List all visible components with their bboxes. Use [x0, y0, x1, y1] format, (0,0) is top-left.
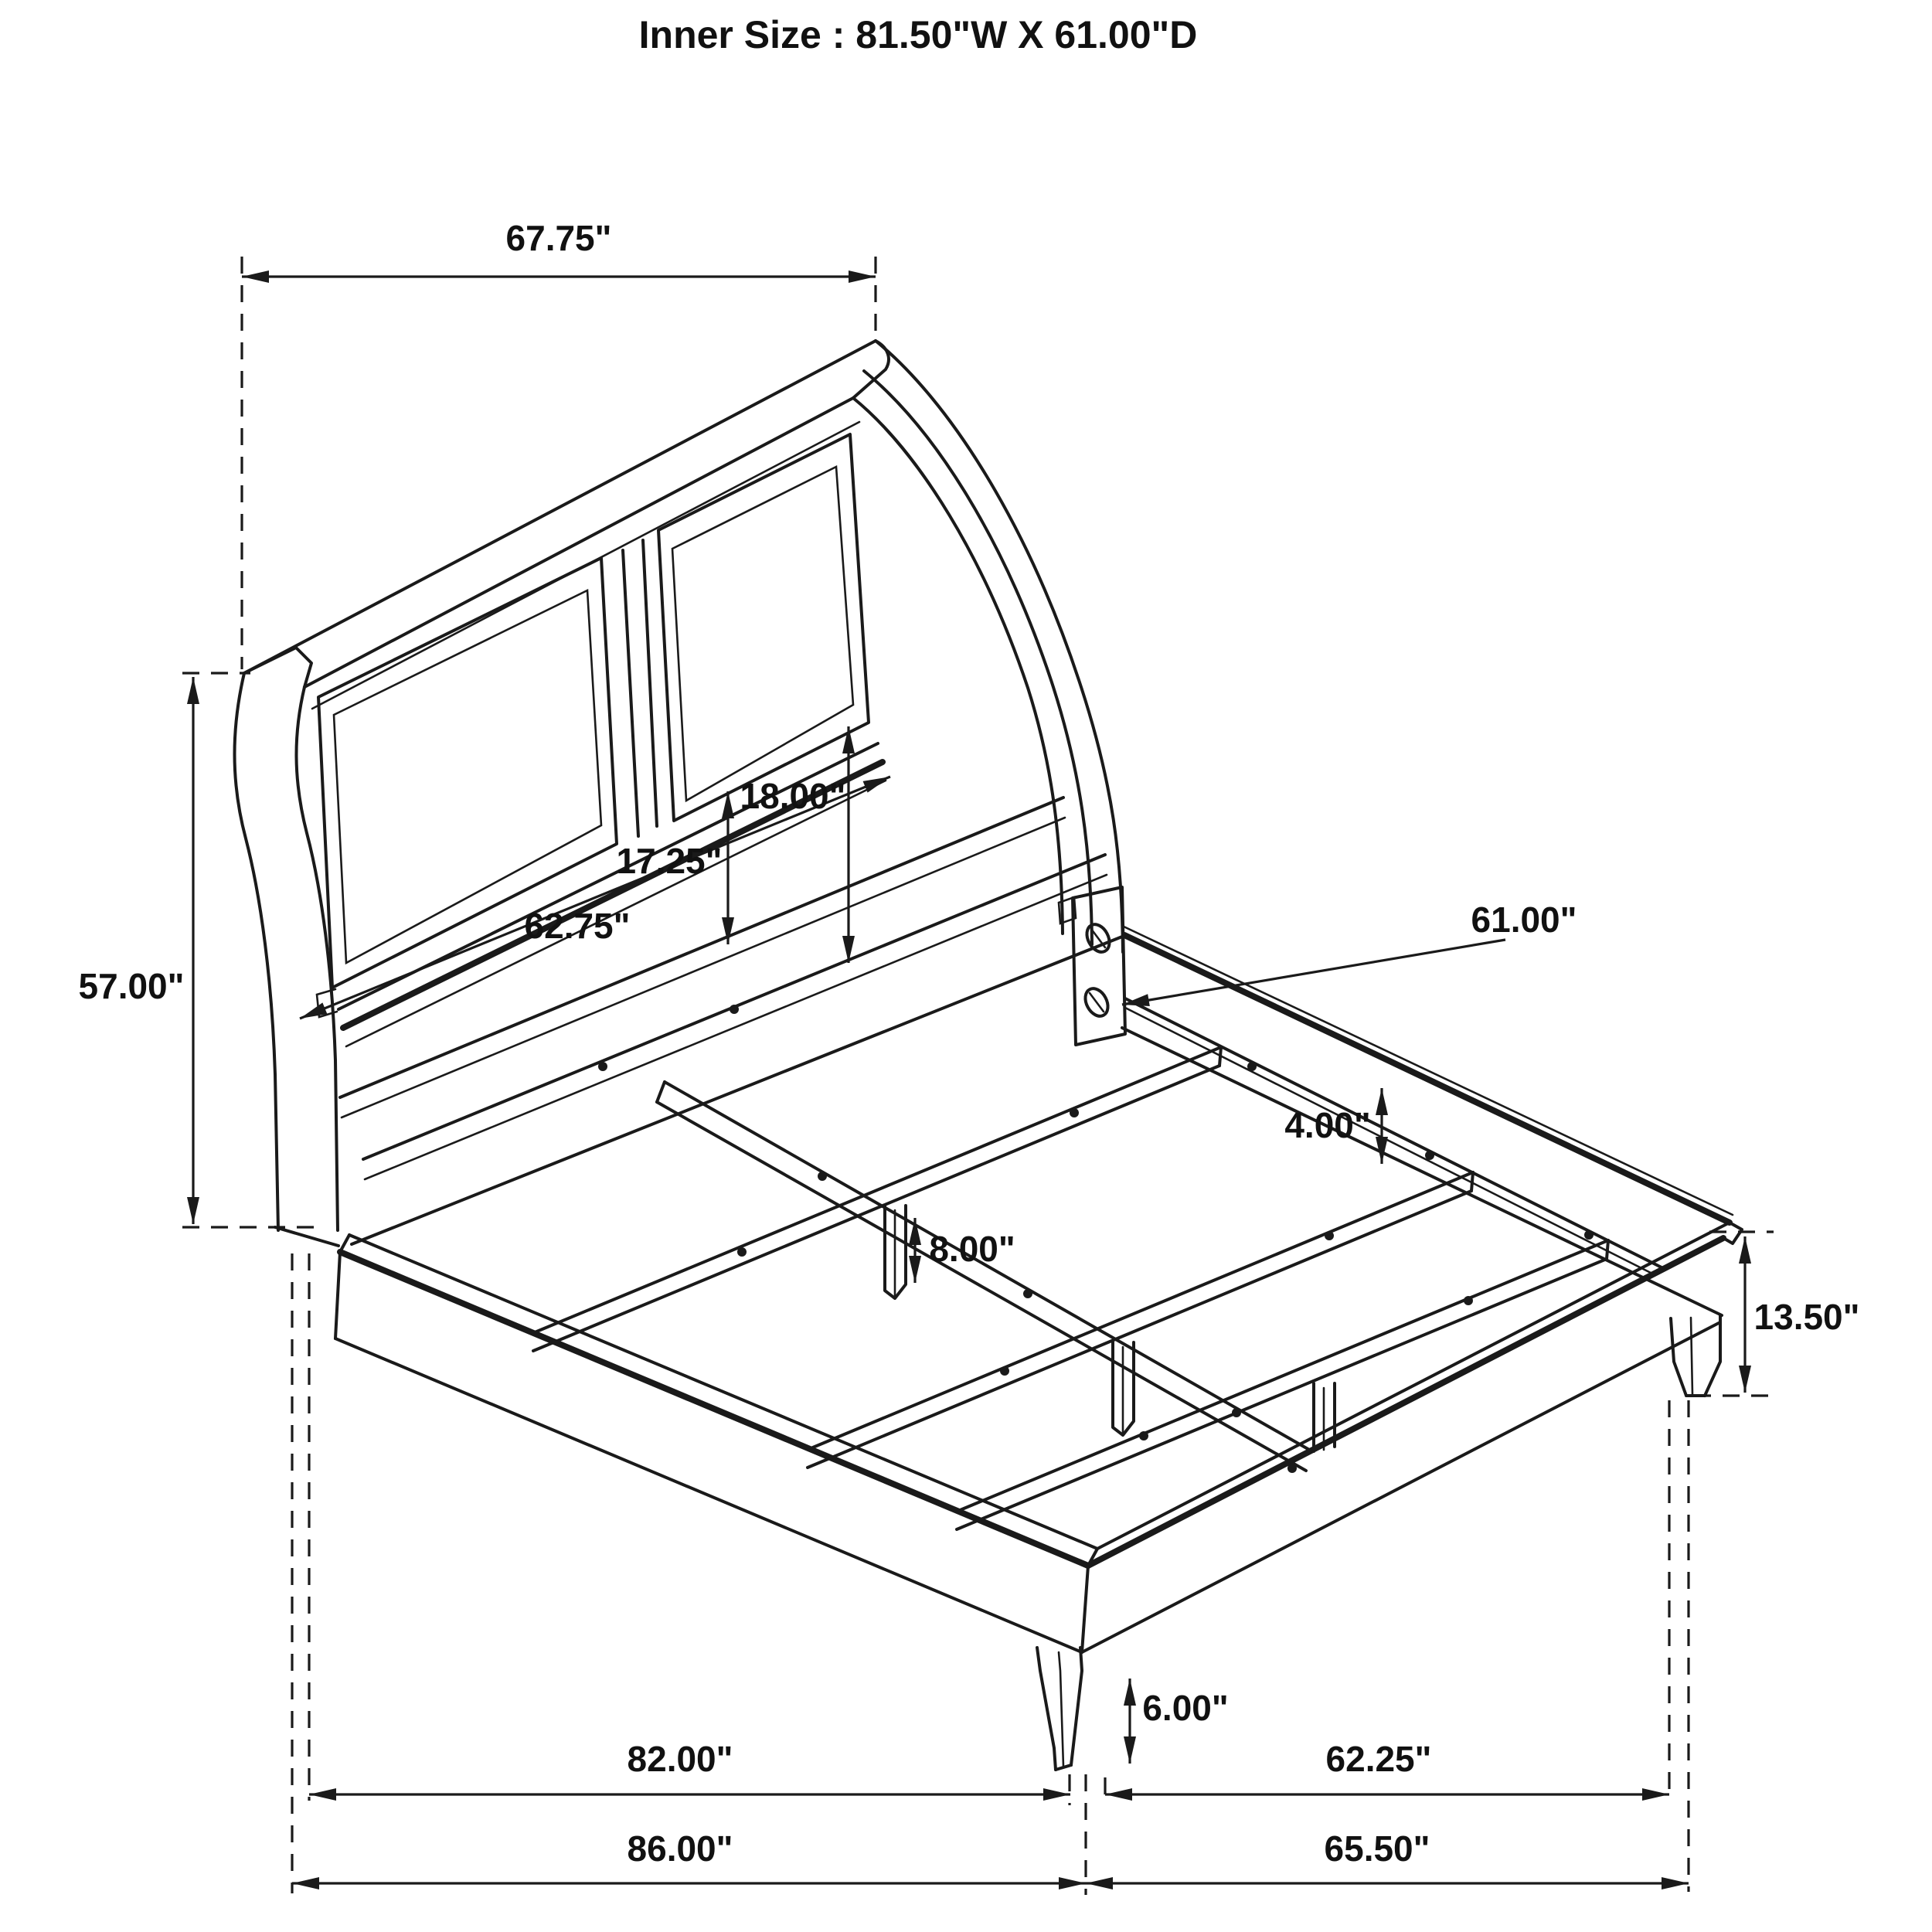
leader-line — [1122, 940, 1505, 1005]
slat-3-bottom — [957, 1259, 1607, 1529]
cleat-screw-dot — [1425, 1151, 1434, 1160]
front-leg-mid-edge — [1059, 1652, 1063, 1767]
dimension-label: 13.50" — [1753, 1297, 1860, 1337]
dimension-label: 62.25" — [1325, 1739, 1432, 1779]
dimension-label: 8.00" — [929, 1229, 1015, 1269]
dimension-label: 17.25" — [616, 841, 723, 881]
dimension-headboard-height — [79, 673, 321, 1227]
left-post-bottom-edge — [275, 1227, 338, 1246]
page-title: Inner Size : 81.50"W X 61.00"D — [638, 13, 1198, 56]
footboard-bottom-edge — [1082, 1323, 1719, 1652]
slat-screw-dot — [1139, 1431, 1148, 1440]
slat-3-end-cap — [1607, 1240, 1608, 1259]
slat-1-bottom — [533, 1066, 1219, 1351]
slat-screw-dot — [1000, 1366, 1009, 1376]
dimension-label: 18.00" — [740, 776, 846, 816]
cleat-screw-dot — [1584, 1230, 1594, 1240]
slat-1-top — [535, 1047, 1221, 1332]
bottom-projection-lines — [292, 1253, 1689, 1895]
right-foot-left-edge — [1671, 1318, 1686, 1396]
right-rail-top-edge — [1124, 935, 1730, 1223]
front-leg-left-edge — [1037, 1648, 1056, 1770]
dimension-label: 67.75" — [505, 218, 612, 258]
slat-2-end-cap — [1471, 1172, 1473, 1191]
center-support-rail — [657, 1082, 1311, 1471]
right-rail-cleat-top — [1125, 998, 1662, 1267]
dimension-footboard-inner-width — [1105, 1739, 1669, 1794]
dimension-slat-length — [1122, 900, 1577, 1005]
crown-rail-bottom-edge — [304, 398, 853, 687]
dimension-label: 62.75" — [524, 906, 631, 946]
right-post-mid-bead — [864, 371, 1092, 944]
ledge-screw-dot — [730, 1005, 739, 1014]
left-post-outer-edge — [235, 673, 279, 1230]
mattress-slats — [533, 1047, 1608, 1529]
dimension-label: 82.00" — [627, 1739, 733, 1779]
dimension-label: 86.00" — [627, 1828, 733, 1869]
center-rail-screw-dot — [1023, 1289, 1032, 1298]
crown-rail-top-edge — [244, 341, 876, 673]
dimension-headboard-width — [242, 218, 876, 669]
right-foot-mid-edge — [1691, 1318, 1692, 1394]
dimension-label: 61.00" — [1471, 900, 1577, 940]
dimension-rail-thickness — [1284, 1088, 1382, 1164]
slat-screw-dot — [1464, 1296, 1473, 1305]
ledge-screw-dot — [598, 1062, 607, 1071]
bracket-plate — [1073, 887, 1125, 1045]
right-panel-inner — [672, 467, 853, 801]
slat-3-top — [958, 1240, 1608, 1511]
slat-screw-dot — [1070, 1108, 1079, 1117]
left-post-notch — [317, 989, 337, 1017]
headboard-ledge-bottom — [365, 875, 1107, 1179]
left-rail-top-near-edge — [340, 1252, 1088, 1566]
center-rail-screw-dot — [1232, 1408, 1241, 1417]
center-stile-left-edge — [623, 550, 638, 836]
slat-1-end-cap — [1219, 1047, 1221, 1066]
center-rail-head-cap — [657, 1082, 665, 1102]
front-leg — [1037, 1648, 1082, 1770]
headboard — [235, 341, 1124, 1246]
front-leg-right-edge — [1071, 1648, 1082, 1765]
right-rail-bottom-edge — [1122, 1028, 1722, 1315]
slat-screw-dot — [1325, 1231, 1334, 1240]
dimension-label: 6.00" — [1142, 1688, 1229, 1728]
footboard-top-far-edge — [1097, 1223, 1730, 1549]
center-rail-screw-dot — [818, 1172, 827, 1181]
dimension-label: 4.00" — [1284, 1105, 1371, 1145]
dimension-side-rail-length — [309, 1739, 1070, 1794]
dimension-front-leg-height — [1130, 1679, 1229, 1764]
dimension-label: 57.00" — [78, 966, 185, 1006]
dimension-overall-length — [292, 1828, 1086, 1883]
center-rail-bottom-edge — [657, 1102, 1306, 1471]
dimension-footboard-overall-width — [1086, 1828, 1689, 1883]
center-stile-right-edge — [643, 540, 657, 826]
dimension-label: 65.50" — [1324, 1828, 1430, 1869]
cleat-screw-dot — [1247, 1062, 1257, 1071]
headboard-bottom-edge — [352, 937, 1122, 1244]
slat-screw-dot — [737, 1247, 747, 1257]
